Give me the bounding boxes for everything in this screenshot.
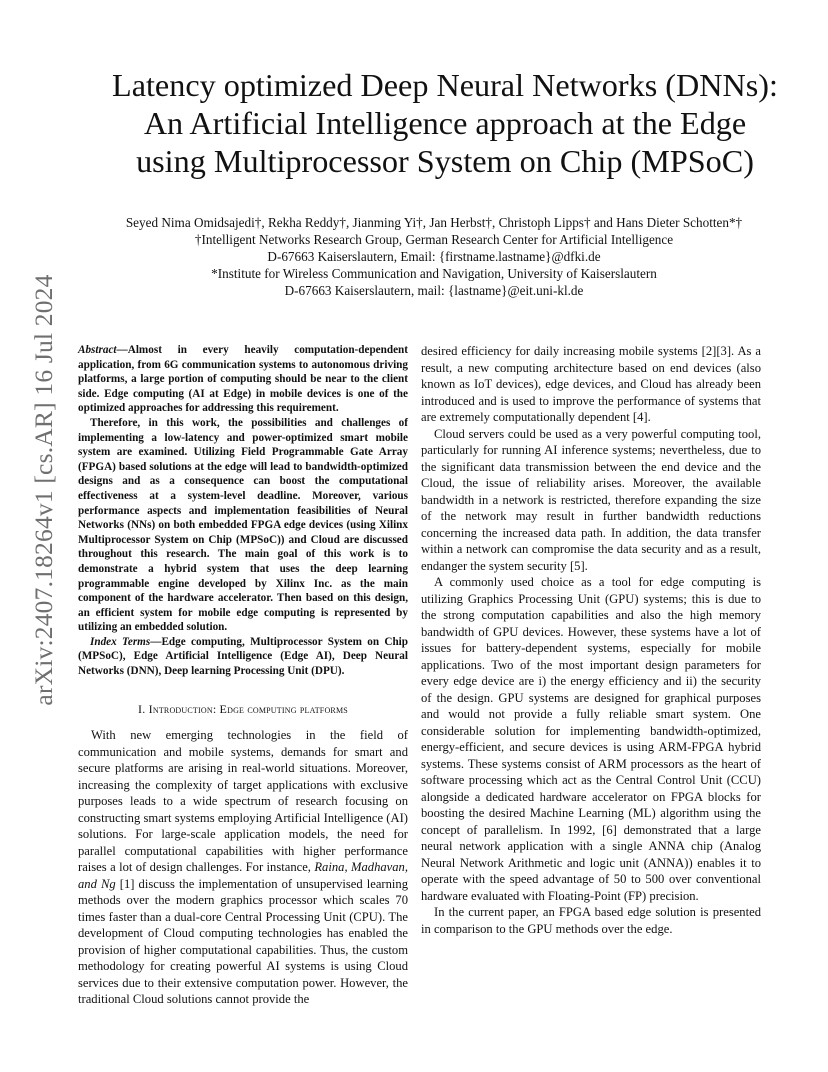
affiliation-2-address: D-67663 Kaiserslautern, mail: {lastname}@eit.uni-kl.de [284, 283, 584, 298]
title-line-2: An Artificial Intelligence approach at the Edge [143, 105, 747, 141]
section-title: Introduction: Edge computing platforms [148, 701, 348, 716]
intro-paragraph-2: Cloud servers could be used as a very powerful computing tool, particularly for running AI inference systems; nevertheless, due to the significant data transmission between the end device and the Cloud, the issue of reliability arises. Moreover, the available bandwidth in a network is restricted, therefore expanding the size of the network may result in further bandwidth reductions concerning the increased data path. In addition, the data transfer within a network can compromise the data security and as a result, endanger the system security [5]. [421, 426, 761, 573]
intro-body-right [421, 343, 761, 937]
intro-paragraph-1-continued: desired efficiency for daily increasing mobile systems [2][3]. As a result, a new computing architecture based on end devices (also known as IoT devices), edge devices, and Cloud has already been introduced and is used to improve the performance of systems that are extremely computationally dependent [4]. [421, 344, 761, 424]
index-terms [78, 635, 408, 679]
abstract-label: Abstract [78, 344, 117, 356]
affiliation-1-address: D-67663 Kaiserslautern, Email: {firstname.lastname}@dfki.de [267, 249, 601, 264]
intro-paragraph-1 [78, 727, 408, 1008]
affiliation-2: *Institute for Wireless Communication and Navigation, University of Kaiserslautern [211, 266, 657, 281]
section-number: I. [138, 701, 149, 716]
affiliation-1: †Intelligent Networks Research Group, German Research Center for Artificial Intelligence [194, 232, 674, 247]
intro-p1-part-b: [1] discuss the implementation of unsupervised learning methods over the modern graphics processor which scales 70 times faster than a dual-core Central Processing Unit (CPU). The development of Cloud computing technologies has enabled the provision of higher computational capabilities. Thus, the custom methodology for creating powerful AI systems is using Cloud services due to their extensive computation power. However, the traditional Cloud solutions cannot provide the [78, 876, 408, 1007]
title-line-3: using Multiprocessor System on Chip (MPSoC) [136, 143, 754, 179]
author-block [40, 214, 828, 299]
left-column [78, 343, 408, 1008]
index-terms-label: Index Terms [90, 635, 151, 648]
author-list: Seyed Nima Omidsajedi†, Rekha Reddy†, Jianming Yi†, Jan Herbst†, Christoph Lipps† and Hans Dieter Schotten*† [125, 215, 743, 230]
arxiv-identifier [24, 274, 64, 706]
title-line-1: Latency optimized Deep Neural Networks (DNNs): [112, 67, 778, 103]
abstract-paragraph-1 [78, 343, 408, 416]
intro-paragraph-4: In the current paper, an FPGA based edge solution is presented in comparison to the GPU methods over the edge. [421, 905, 761, 936]
paper-title [60, 66, 828, 180]
arxiv-id-text: arXiv:2407.18264v1 [cs.AR] 16 Jul 2024 [29, 274, 58, 706]
intro-p1-part-a: With new emerging technologies in the field of communication and mobile systems, demands for smart and secure platforms are arising in real-world situations. Moreover, increasing the complexity of target applications with exclusive purposes leads to a wide spectrum of research focusing on constructing smart systems employing Artificial Intelligence (AI) solutions. For large-scale application models, the need for parallel computational capabilities with higher performance raises a lot of design challenges. For instance, [78, 728, 408, 875]
abstract [78, 343, 408, 679]
section-heading [78, 701, 408, 718]
index-terms-text: —Edge computing, Multiprocessor System on Chip (MPSoC), Edge Artificial Intelligence (Edge AI), Deep Neural Networks (DNN), Deep learning Processing Unit (DPU). [78, 635, 409, 678]
intro-paragraph-3: A commonly used choice as a tool for edge computing is utilizing Graphics Processing Unit (GPU) systems; this is due to the strong computation capabilities and also the high memory bandwidth of GPU devices. However, these systems have a lot of issues for battery-dependent systems, especially for mobile applications. Two of the most important design parameters for every edge device are i) the energy efficiency and ii) the security of the design. GPU systems are designed for graphical purposes and would not provide a fully reliable smart system. One considerable solution for implementing bandwidth-optimized, energy-efficient, and secure devices is using ARM-FPGA hybrid systems. These systems consist of ARM processors as the heart of software processing which act as the Central Control Unit (CCU) alongside a dedicated hardware accelerator on FPGA blocks for boosting the desired Machine Learning (ML) algorithm using the concept of parallelism. In 1992, [6] demonstrated that a large neural network application with a single ANNA chip (Analog Neural Network Arithmetic and logic unit (ANNA)) enables it to operate with the speed advantage of 50 to 500 over conventional hardware evaluated with Floating-Point (FP) precision. [421, 575, 761, 903]
right-column [421, 343, 761, 937]
cited-authors: Raina, Madhavan, and Ng [78, 860, 409, 891]
intro-body-left [78, 727, 408, 1008]
abstract-text-1: —Almost in every heavily computation-dependent application, from 6G communication systems to autonomous driving platforms, a large portion of computing should be near to the client side. Edge computing (AI at Edge) in mobile devices is one of the optimized approaches for addressing this requirement. [78, 344, 408, 415]
abstract-paragraph-2: Therefore, in this work, the possibilities and challenges of implementing a low-latency and power-optimized smart mobile system are examined. Utilizing Field Programmable Gate Array (FPGA) based solutions at the edge will lead to bandwidth-optimized designs and as a consequence can boost the computational effectiveness at a system-level deadline. Moreover, various performance aspects and implementation feasibilities of Neural Networks (NNs) on both embedded FPGA edge devices (using Xilinx Multiprocessor System on Chip (MPSoC)) and Cloud are discussed throughout this research. The main goal of this work is to demonstrate a hybrid system that uses the deep learning programmable engine developed by Xilinx Inc. as the main component of the hardware accelerator. Then based on this design, an efficient system for mobile edge computing is represented by utilizing an embedded solution. [78, 416, 408, 634]
